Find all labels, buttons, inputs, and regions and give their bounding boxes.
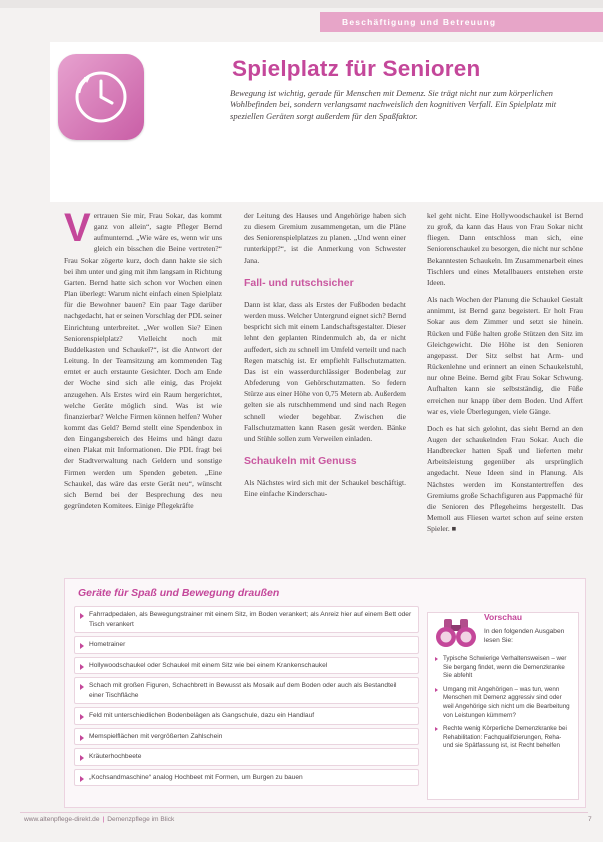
- section-header: [320, 12, 603, 32]
- text-column-1: [64, 206, 222, 517]
- paragraph: Als Nächstes wird sich mit der Schaukel beschäftigt. Eine einfache Kinderschau-: [244, 478, 406, 499]
- paragraph: Als nach Wochen der Planung die Schaukel Gestalt annimmt, ist Bernd ganz begeistert. Er holt Frau Sokar aus dem Zimmer und setzt sie hinein. Rücken und Füße halten große Stützen den Sitz im Gleichgewicht. Die Höhe ist den Senioren angepasst. Der Sitz selbst hat Arm- und Rückenlehne und erinnert an einen Schaukelstuhl, nur ohne Beine. Bernd gibt Frau Sokar Schwung. Aufhalten kann sie selbstständig, die Füße erreichen nur knapp über dem Boden. Und Affert war es, viele Überlegungen, viele Gänge.: [427, 295, 583, 416]
- list-item: Fahrradpedalen, als Bewegungstrainer mit einem Sitz, im Boden verankert; als Anreiz hier auf einem Bett oder Tisch verankert: [74, 606, 419, 633]
- footer-divider: [20, 812, 588, 813]
- footer-separator: |: [102, 816, 105, 823]
- sidebar-title: Vorschau: [484, 612, 523, 622]
- paragraph-text: ertrauen Sie mir, Frau Sokar, das kommt ganz von allein“, sagte Pfleger Bernd aufmunternd. „Wie wäre es, wenn wir uns gleich ein bisschen die Beine vertreten?“ Frau Sokar zögerte kurz, doch dann hakte sie sich bei ihm unter und ging mit ihm langsam in Richtung Garten. Bernd hatte sich schon vor Wochen einen Plan überlegt: Warum nicht einfach einen Spielplatz für die Bewohner bauen? Ein paar Tage darüber nachgedacht, hat er seinen Vorschlag der PDL seiner Einrichtung unterbreitet. „Wer wollen Sie? Einen Seniorenspielplatz? Vielleicht noch mit Buddelkasten und Schaukel?“, ist die Antwort der Leitung. In der Teamsitzung am kommenden Tag erntet er auch erstaunte Gesichter. Doch am Ende der Woche sind sich alle einig, das Projekt anzugehen. Als Erstes wird ein Raum hergerichtet, welche Geräte möglich sind. Was ist wie finanzierbar? Welche Firmen können helfen? Woher kommt das Geld? Bernd stellt eine Spendenbox in den Eingangsbereich des Heims und hängt dazu einen Plakat mit Informationen. Die PDL fragt bei der Stadtverwaltung nach Geldern und sonstige Firmen werden um Spenden gebeten. „Eine Schaukel, das wäre das erste Gerät neu“, wünscht sich Bernd bei der Besprechung des neu gegründeten Komitees. Einige Pflegekräfte: [64, 211, 222, 511]
- text-column-3: [427, 210, 583, 540]
- list-item: Schach mit großen Figuren, Schachbrett in Bewusst als Mosaik auf dem Boden oder auch als Bestandteil einer Tischfläche: [74, 677, 419, 704]
- footer-url[interactable]: www.altenpflege-direkt.de: [24, 816, 100, 823]
- subheading-schaukeln: Schaukeln mit Genuss: [244, 454, 357, 467]
- footer-publication: Demenzpflege im Blick: [107, 816, 175, 823]
- paragraph: kel geht nicht. Eine Hollywoodschaukel ist Bernd zu groß, da kann das Haus von Frau Sokar nicht fliegen. Dann entschloss man sich, eine Seniorenschaukel zu besorgen, die nicht nur schöne Bekanntesten Schaukeln. Im Zusammenarbeit eines Tischlers und eines Metallbauers entstehen erste Ideen.: [427, 211, 583, 287]
- drop-cap: V: [64, 206, 91, 250]
- sidebar-list-item: Umgang mit Angehörigen – was tun, wenn Menschen mit Demenz aggressiv sind oder weil Angehörige sich nicht um die Bearbeitung von Leistungen kümmern?: [434, 686, 572, 720]
- paragraph: der Leitung des Hauses und Angehörige haben sich zu diesem Gremium zusammengetan, um die Pläne des Seniorenspielplatzes zu planen. „Und wenn einer runterkippt?“, ist die Anmerkung von Schwester Jana.: [244, 211, 406, 265]
- list-item: Hollywoodschaukel oder Schaukel mit einem Sitz wie bei einem Krankenschaukel: [74, 657, 419, 675]
- article-lead: Bewegung ist wichtig, gerade für Menschen mit Demenz. Sie trägt nicht nur zum körperlichen Wohlbefinden bei, sondern verlangsamt nachweislich den kognitiven Verfall. Ein Spielplatz mit speziellen Geräten sorgt außerdem für den Spaßfaktor.: [230, 88, 557, 121]
- sidebar-list-item: Rechte wenig Körperliche Demenzkranke bei Rehabilitation: Fachqualifizierungen, Reha- und sie Spätfassung ist, ist Recht behelfen: [434, 725, 572, 751]
- sidebar-list-item: Typische Schwierige Verhaltensweisen – wer Sie bergang findet, wenn die Demenzkranke Sie abfehlt: [434, 655, 572, 681]
- paragraph: [64, 206, 222, 511]
- equipment-list: [74, 606, 419, 789]
- sidebar-intro: In den folgenden Ausgaben lesen Sie:: [484, 628, 565, 644]
- list-item: Hometrainer: [74, 636, 419, 654]
- page-number: 7: [588, 816, 592, 823]
- list-item: Kräuterhochbeete: [74, 748, 419, 766]
- page-top-strip: [0, 0, 603, 8]
- list-item: Memspielflächen mit vergrößerten Zahlschein: [74, 728, 419, 746]
- sidebar-list: [434, 655, 572, 756]
- list-item: „Kochsandmaschine“ analog Hochbeet mit Formen, um Burgen zu bauen: [74, 769, 419, 787]
- article-title: Spielplatz für Senioren: [232, 56, 481, 81]
- subheading-fall-rutschsicher: Fall- und rutschsicher: [244, 276, 354, 289]
- clock-icon: [71, 67, 131, 127]
- binoculars-icon: [434, 616, 478, 648]
- text-column-2: [244, 210, 406, 505]
- paragraph: Doch es hat sich gelohnt, das sieht Bernd an den Augen der schaukelnden Frau Sokar. Auch die Handbrecker hatten Spaß und lieferten mehr Arbeitsleistung gegenüber als ursprünglich angedacht. Neue Ideen sind in Planung. Als Nächstes werden im Konstantertreffen des Gremiums große Schachfiguren aus Pappmaché für die Senioren des Pflegeheims hergestellt. Das Memoll aus Fliesen wartet schon auf seine ersten Spieler. ■: [427, 423, 583, 534]
- section-label: Beschäftigung und Betreuung: [342, 17, 497, 27]
- clock-tile: [58, 54, 144, 140]
- info-box-title: Geräte für Spaß und Bewegung draußen: [78, 587, 280, 599]
- paragraph: Dann ist klar, dass als Erstes der Fußboden bedacht werden muss. Welcher Untergrund eignet sich? Bernd bespricht sich mit einem Landschaftsgestalter. Dieser lehnt den geplanten Rindenmulch ab, da er nicht auffedert, sich zu schnell im Umfeld verteilt und nach Regen matschig ist. Er empfiehlt Fallschutzmatten. Das ist ein wasserdurchlässiger Bodenbelag zur Abfederung von Gehörschutzmatten. So federn Stürze aus einer Höhe von 0,75 Metern ab. Außerdem gelten sie als rutschhemmend und sind nach Regen schnell wieder begehbar. Zwischen die Fallschutzmatten kann Rasen gesät werden. Bänke und Stühle sollen zum Verweilen einladen.: [244, 299, 406, 443]
- list-item: Feld mit unterschiedlichen Bodenbelägen als Gangschule, dazu ein Handlauf: [74, 707, 419, 725]
- footer: [24, 816, 174, 823]
